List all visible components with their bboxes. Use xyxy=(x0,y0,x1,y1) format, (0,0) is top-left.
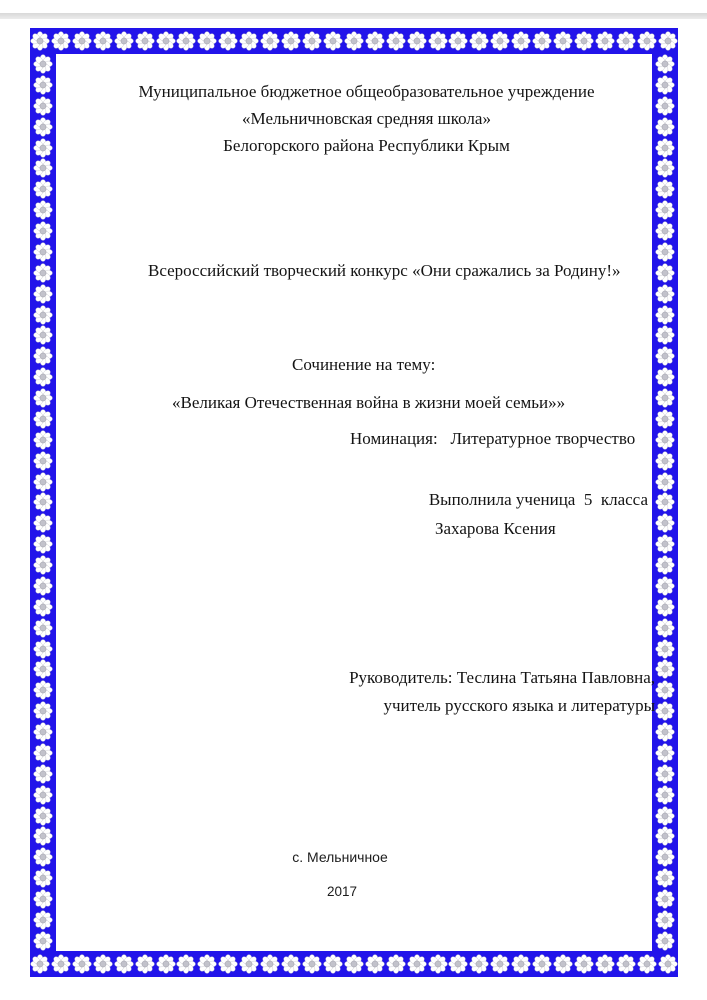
contest-title: Всероссийский творческий конкурс «Они сражались за Родину!» xyxy=(148,261,621,280)
flower-icon xyxy=(616,31,636,51)
flower-icon xyxy=(114,31,134,51)
flower-icon xyxy=(616,954,636,974)
flower-icon xyxy=(33,764,53,784)
flower-icon xyxy=(176,31,196,51)
flower-icon xyxy=(655,513,675,533)
flower-icon xyxy=(655,576,675,596)
flower-icon xyxy=(658,954,678,974)
flower-icon xyxy=(386,954,406,974)
flower-icon xyxy=(33,785,53,805)
flower-icon xyxy=(448,31,468,51)
flower-icon xyxy=(33,576,53,596)
flower-icon xyxy=(655,826,675,846)
flower-icon xyxy=(33,179,53,199)
flower-icon xyxy=(51,31,71,51)
supervisor-block xyxy=(349,664,655,720)
essay-intro: Сочинение на тему: xyxy=(292,355,436,374)
header-line-2: «Мельничновская средняя школа» xyxy=(242,109,491,128)
flower-icon xyxy=(655,200,675,220)
flower-icon xyxy=(655,659,675,679)
flower-icon xyxy=(33,659,53,679)
flower-icon xyxy=(135,954,155,974)
header-line-1: Муниципальное бюджетное общеобразовательное учреждение xyxy=(138,82,595,101)
flower-icon xyxy=(33,618,53,638)
school-header xyxy=(56,78,677,159)
flower-icon xyxy=(448,954,468,974)
flower-icon xyxy=(33,597,53,617)
page-top-edge xyxy=(0,13,707,19)
flower-icon xyxy=(386,31,406,51)
flower-icon xyxy=(197,31,217,51)
flower-icon xyxy=(302,31,322,51)
flower-icon xyxy=(655,388,675,408)
flower-icon xyxy=(574,31,594,51)
flower-icon xyxy=(114,954,134,974)
flower-icon xyxy=(655,492,675,512)
flower-icon xyxy=(218,31,238,51)
flower-icon xyxy=(33,513,53,533)
flower-icon xyxy=(323,954,343,974)
flower-icon xyxy=(655,597,675,617)
flower-icon xyxy=(655,701,675,721)
flower-icon xyxy=(135,31,155,51)
flower-icon xyxy=(72,31,92,51)
flower-icon xyxy=(260,31,280,51)
flower-icon xyxy=(344,31,364,51)
flower-icon xyxy=(33,200,53,220)
flower-icon xyxy=(33,472,53,492)
flower-icon xyxy=(33,284,53,304)
flower-icon xyxy=(428,954,448,974)
flower-icon xyxy=(93,31,113,51)
flower-icon xyxy=(33,367,53,387)
flower-icon xyxy=(553,31,573,51)
flower-icon xyxy=(156,954,176,974)
flower-icon xyxy=(574,954,594,974)
flower-icon xyxy=(33,826,53,846)
flower-icon xyxy=(33,158,53,178)
flower-icon xyxy=(655,931,675,951)
flower-icon xyxy=(655,451,675,471)
flower-icon xyxy=(33,75,53,95)
flower-icon xyxy=(655,346,675,366)
flower-icon xyxy=(655,158,675,178)
flower-icon xyxy=(655,534,675,554)
author-role-line: Выполнила ученица 5 класса xyxy=(428,490,648,509)
flower-icon xyxy=(33,96,53,116)
flower-icon xyxy=(655,764,675,784)
flower-icon xyxy=(490,31,510,51)
footer-year: 2017 xyxy=(326,884,358,899)
flower-icon xyxy=(51,954,71,974)
flower-icon xyxy=(33,430,53,450)
flower-icon xyxy=(655,325,675,345)
flower-icon xyxy=(655,680,675,700)
flower-icon xyxy=(93,954,113,974)
flower-icon xyxy=(553,954,573,974)
supervisor-line-2: учитель русского языка и литературы xyxy=(383,696,655,715)
flower-icon xyxy=(33,54,53,74)
flower-icon xyxy=(33,743,53,763)
flower-icon xyxy=(197,954,217,974)
flower-icon xyxy=(407,31,427,51)
flower-icon xyxy=(33,806,53,826)
border-left-ornament xyxy=(30,54,56,951)
flower-icon xyxy=(33,117,53,137)
flower-icon xyxy=(655,242,675,262)
flower-icon xyxy=(637,31,657,51)
flower-icon xyxy=(532,954,552,974)
flower-icon xyxy=(33,263,53,283)
flower-icon xyxy=(655,806,675,826)
flower-icon xyxy=(33,242,53,262)
flower-icon xyxy=(176,954,196,974)
flower-icon xyxy=(33,931,53,951)
flower-icon xyxy=(33,388,53,408)
flower-icon xyxy=(72,954,92,974)
flower-icon xyxy=(469,31,489,51)
flower-icon xyxy=(532,31,552,51)
flower-icon xyxy=(218,954,238,974)
flower-icon xyxy=(323,31,343,51)
flower-icon xyxy=(33,910,53,930)
flower-icon xyxy=(260,954,280,974)
supervisor-line-1: Руководитель: Теслина Татьяна Павловна, xyxy=(349,668,655,687)
border-right-ornament xyxy=(652,54,678,951)
flower-icon xyxy=(33,409,53,429)
border-bottom-ornament xyxy=(30,951,678,977)
flower-icon xyxy=(33,680,53,700)
flower-icon xyxy=(655,221,675,241)
flower-icon xyxy=(655,305,675,325)
flower-icon xyxy=(33,305,53,325)
flower-icon xyxy=(655,555,675,575)
flower-icon xyxy=(33,555,53,575)
flower-icon xyxy=(33,639,53,659)
flower-icon xyxy=(407,954,427,974)
author-name: Захарова Ксения xyxy=(435,519,556,538)
flower-icon xyxy=(655,472,675,492)
flower-icon xyxy=(655,263,675,283)
flower-icon xyxy=(428,31,448,51)
flower-icon xyxy=(637,954,657,974)
flower-icon xyxy=(511,954,531,974)
flower-icon xyxy=(30,954,50,974)
flower-icon xyxy=(595,954,615,974)
flower-icon xyxy=(156,31,176,51)
flower-icon xyxy=(655,284,675,304)
flower-icon xyxy=(33,492,53,512)
flower-icon xyxy=(655,367,675,387)
flower-icon xyxy=(33,138,53,158)
flower-icon xyxy=(33,722,53,742)
flower-icon xyxy=(655,179,675,199)
flower-icon xyxy=(365,954,385,974)
flower-icon xyxy=(655,743,675,763)
flower-icon xyxy=(33,534,53,554)
flower-icon xyxy=(655,785,675,805)
flower-icon xyxy=(655,722,675,742)
flower-icon xyxy=(239,954,259,974)
footer-place: с. Мельничное xyxy=(292,849,388,865)
flower-icon xyxy=(344,954,364,974)
flower-icon xyxy=(595,31,615,51)
nomination-line: Номинация: Литературное творчество xyxy=(350,429,636,448)
flower-icon xyxy=(33,221,53,241)
flower-icon xyxy=(655,910,675,930)
flower-icon xyxy=(658,31,678,51)
flower-icon xyxy=(365,31,385,51)
flower-icon xyxy=(33,451,53,471)
essay-title: «Великая Отечественная война в жизни моей семьи»» xyxy=(172,393,566,412)
flower-icon xyxy=(655,430,675,450)
flower-icon xyxy=(33,325,53,345)
flower-icon xyxy=(33,346,53,366)
flower-icon xyxy=(33,701,53,721)
border-top-ornament xyxy=(30,28,678,54)
flower-icon xyxy=(490,954,510,974)
header-line-3: Белогорского района Республики Крым xyxy=(223,136,510,155)
flower-icon xyxy=(281,31,301,51)
flower-icon xyxy=(30,31,50,51)
flower-icon xyxy=(511,31,531,51)
flower-icon xyxy=(655,639,675,659)
flower-icon xyxy=(469,954,489,974)
flower-icon xyxy=(302,954,322,974)
flower-icon xyxy=(655,409,675,429)
flower-icon xyxy=(655,54,675,74)
flower-icon xyxy=(281,954,301,974)
flower-icon xyxy=(655,618,675,638)
flower-icon xyxy=(239,31,259,51)
